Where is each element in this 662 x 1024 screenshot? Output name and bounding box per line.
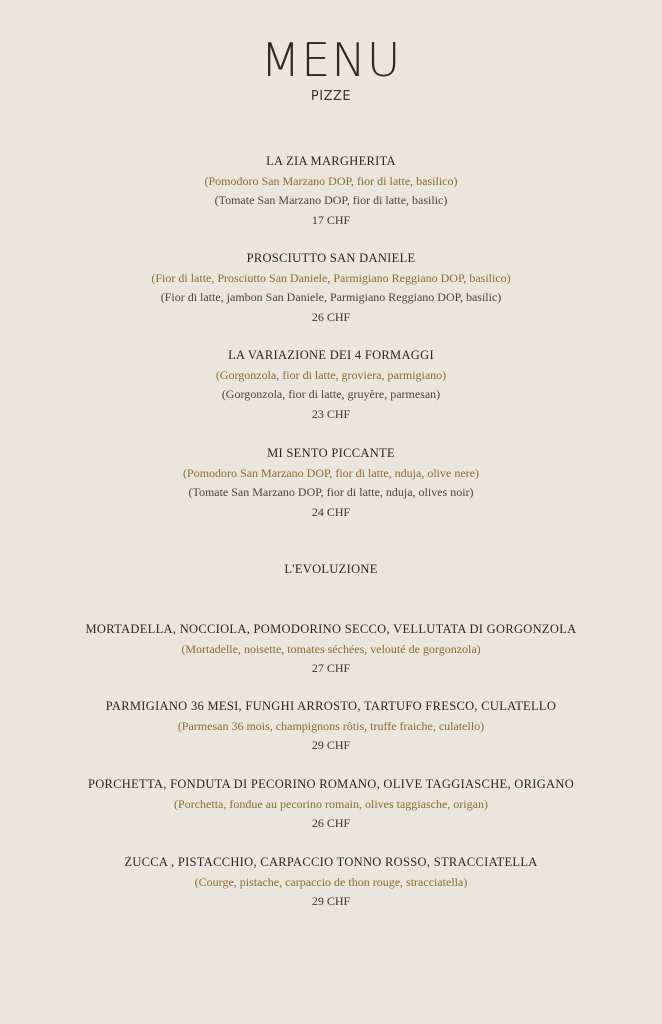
page-title: MENU (260, 33, 402, 87)
dish-price: 24 CHF (311, 504, 351, 519)
section-title-evoluzione: L'EVOLUZIONE (284, 562, 378, 576)
dish-price: 17 CHF (311, 212, 351, 227)
dish-description-italian: (Pomodoro San Marzano DOP, fior di latte, nduja, olive nere) (183, 465, 479, 480)
pizza-item-2 (0, 249, 662, 327)
dish-description: (Porchetta, fondue au pecorino romain, olives taggiasche, origan) (174, 796, 488, 811)
dish-description-italian: (Fior di latte, Prosciutto San Daniele, Parmigiano Reggiano DOP, basilico) (151, 270, 511, 285)
page-subtitle: PIZZE (310, 89, 352, 104)
evoluzione-item-4 (0, 853, 662, 912)
dish-price: 26 CHF (311, 309, 351, 324)
evoluzione-item-2 (0, 697, 662, 756)
dish-description-french: (Tomate San Marzano DOP, fior di latte, nduja, olives noir) (188, 485, 474, 499)
dish-description-french: (Gorgonzola, fior di latte, gruyère, parmesan) (221, 387, 441, 401)
dish-description-italian: (Pomodoro San Marzano DOP, fior di latte, basilico) (204, 173, 458, 188)
dish-price: 27 CHF (311, 661, 351, 675)
dish-price: 26 CHF (311, 816, 351, 830)
dish-name: MORTADELLA, NOCCIOLA, POMODORINO SECCO, VELLUTATA DI GORGONZOLA (85, 622, 577, 636)
evoluzione-item-1 (0, 620, 662, 679)
dish-description-french: (Fior di latte, jambon San Daniele, Parmigiano Reggiano DOP, basilic) (160, 290, 502, 304)
evoluzione-item-3 (0, 775, 662, 834)
pizza-item-1 (0, 152, 662, 230)
pizza-item-3 (0, 346, 662, 424)
dish-name: PROSCIUTTO SAN DANIELE (246, 251, 416, 265)
dish-description: (Parmesan 36 mois, champignons rôtis, truffe fraiche, culatello) (177, 718, 485, 733)
dish-price: 29 CHF (311, 894, 351, 908)
dish-name: PORCHETTA, FONDUTA DI PECORINO ROMANO, OLIVE TAGGIASCHE, ORIGANO (87, 777, 575, 791)
dish-description: (Mortadelle, noisette, tomates séchées, velouté de gorgonzola) (181, 641, 481, 656)
dish-price: 29 CHF (311, 738, 351, 752)
dish-name: PARMIGIANO 36 MESI, FUNGHI ARROSTO, TARTUFO FRESCO, CULATELLO (105, 699, 557, 713)
dish-description-italian: (Gorgonzola, fior di latte, groviera, parmigiano) (215, 367, 447, 382)
dish-description: (Courge, pistache, carpaccio de thon rouge, stracciatella) (194, 874, 468, 889)
dish-price: 23 CHF (311, 406, 351, 421)
dish-name: LA ZIA MARGHERITA (266, 154, 396, 168)
dish-name: LA VARIAZIONE DEI 4 FORMAGGI (228, 348, 434, 362)
dish-name: MI SENTO PICCANTE (267, 446, 395, 460)
dish-name: ZUCCA , PISTACCHIO, CARPACCIO TONNO ROSSO, STRACCIATELLA (124, 855, 538, 869)
dish-description-french: (Tomate San Marzano DOP, fior di latte, basilic) (214, 193, 448, 207)
pizza-item-4 (0, 444, 662, 522)
